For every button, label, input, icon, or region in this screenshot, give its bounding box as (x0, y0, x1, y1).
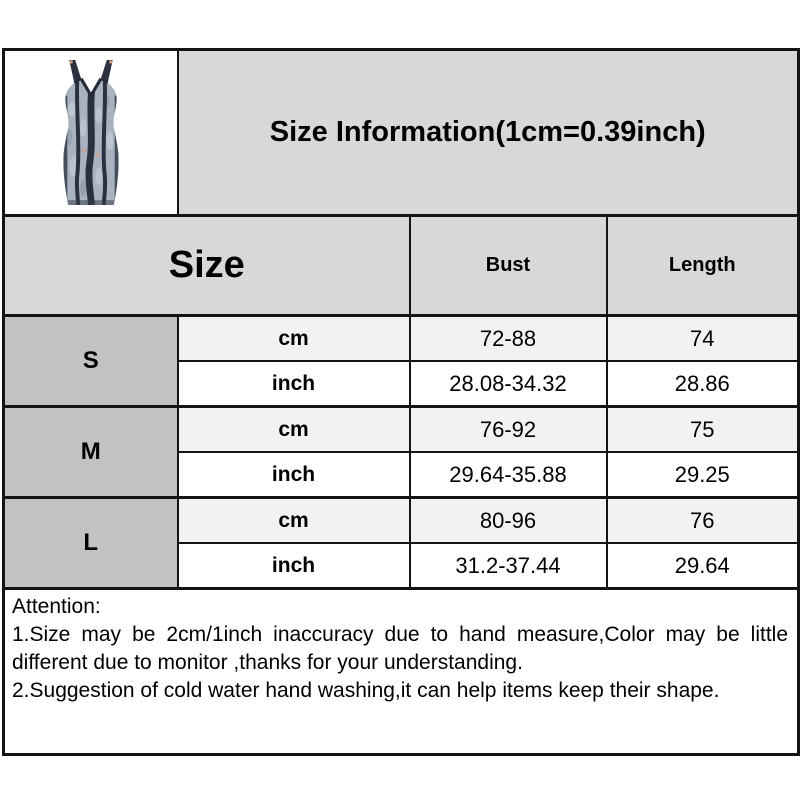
bust-value: 80-96 (410, 498, 607, 544)
unit-cell: inch (178, 361, 410, 407)
size-information-title: Size Information(1cm=0.39inch) (178, 50, 799, 216)
length-value: 29.64 (607, 543, 799, 589)
size-chart-table (2, 48, 800, 756)
table-row-l-cm (4, 498, 799, 544)
unit-cell: inch (178, 543, 410, 589)
dress-photo-icon (55, 58, 127, 208)
bust-value: 31.2-37.44 (410, 543, 607, 589)
bust-value: 29.64-35.88 (410, 452, 607, 498)
product-image (5, 51, 177, 214)
column-header-length: Length (607, 216, 799, 316)
title-row (4, 50, 799, 216)
bust-value: 72-88 (410, 316, 607, 362)
size-label-l: L (4, 498, 178, 589)
size-label-m: M (4, 407, 178, 498)
length-value: 29.25 (607, 452, 799, 498)
attention-row (4, 589, 799, 755)
bust-value: 28.08-34.32 (410, 361, 607, 407)
column-header-row (4, 216, 799, 316)
bust-value: 76-92 (410, 407, 607, 453)
length-value: 75 (607, 407, 799, 453)
unit-cell: cm (178, 407, 410, 453)
length-value: 28.86 (607, 361, 799, 407)
attention-section (4, 589, 799, 755)
length-value: 76 (607, 498, 799, 544)
unit-cell: cm (178, 498, 410, 544)
attention-note-2: 2.Suggestion of cold water hand washing,it can help items keep their shape. (12, 679, 720, 702)
column-header-size: Size (4, 216, 410, 316)
attention-note-1: 1.Size may be 2cm/1inch inaccuracy due to hand measure,Color may be little different due to monitor ,thanks for your understanding. (12, 623, 788, 674)
product-image-cell (4, 50, 178, 216)
unit-cell: inch (178, 452, 410, 498)
unit-cell: cm (178, 316, 410, 362)
table-row-s-cm (4, 316, 799, 362)
table-row-m-cm (4, 407, 799, 453)
length-value: 74 (607, 316, 799, 362)
attention-heading: Attention: (12, 595, 101, 618)
column-header-bust: Bust (410, 216, 607, 316)
size-label-s: S (4, 316, 178, 407)
